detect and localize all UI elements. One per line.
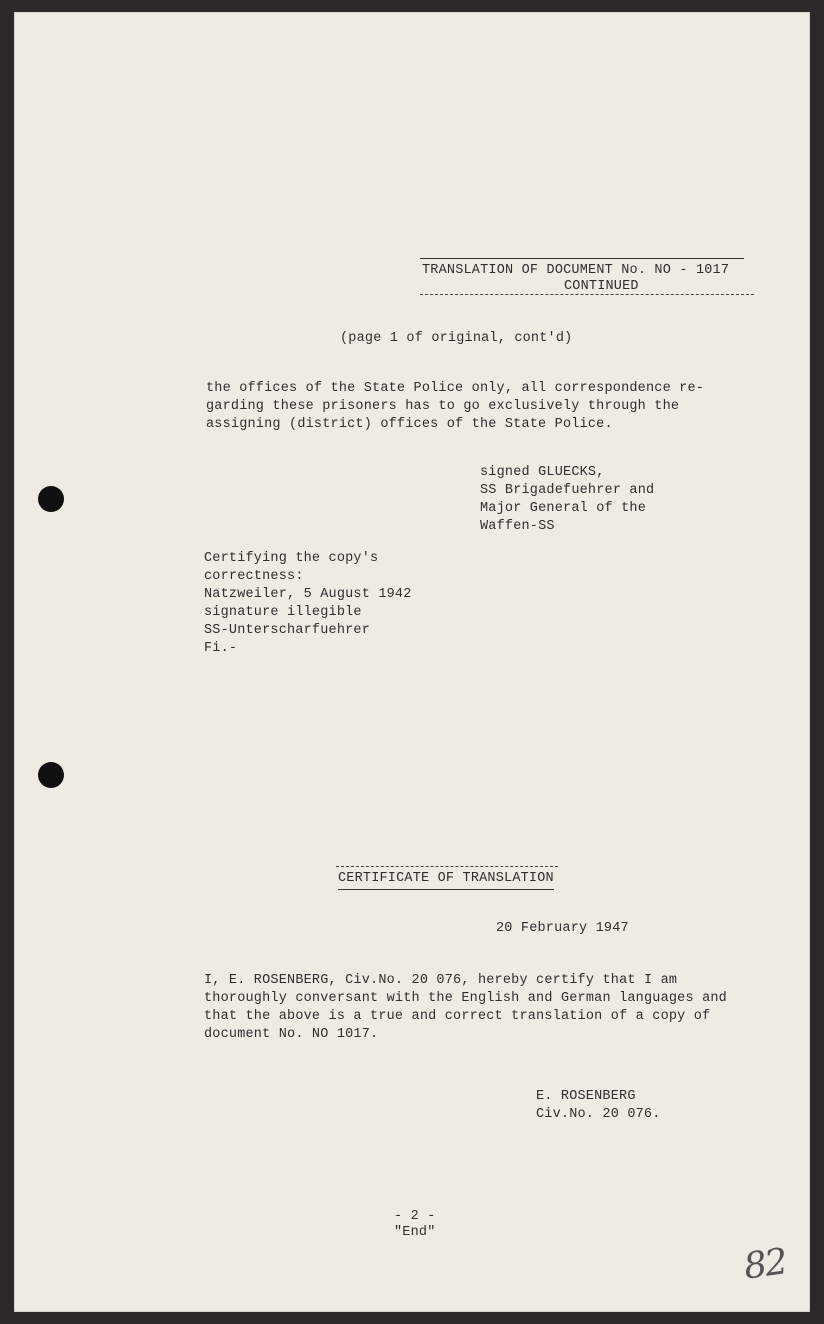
- certifying-line-4: signature illegible: [204, 605, 362, 620]
- certificate-date: 20 February 1947: [496, 921, 629, 936]
- page-note: (page 1 of original, cont'd): [340, 331, 573, 346]
- certifying-line-2: correctness:: [204, 569, 304, 584]
- punch-hole-top: [38, 486, 64, 512]
- signer-name: E. ROSENBERG: [536, 1089, 636, 1104]
- handwritten-page-number: 82: [741, 1241, 789, 1288]
- header-title-line2: CONTINUED: [564, 279, 639, 294]
- signature-line-2: SS Brigadefuehrer and: [480, 483, 655, 498]
- certifying-line-3: Natzweiler, 5 August 1942: [204, 587, 412, 602]
- certificate-line-1: I, E. ROSENBERG, Civ.No. 20 076, hereby certify that I am: [204, 973, 678, 988]
- footer-page-number: - 2 -: [394, 1209, 436, 1224]
- header-top-rule: [420, 258, 744, 259]
- footer-end-mark: "End": [394, 1225, 436, 1240]
- signature-line-1: signed GLUECKS,: [480, 465, 605, 480]
- body-line-3: assigning (district) offices of the State Police.: [206, 417, 613, 432]
- document-sheet: [14, 12, 810, 1312]
- certifying-line-6: Fi.-: [204, 641, 238, 656]
- certificate-line-2: thoroughly conversant with the English and German languages and: [204, 991, 727, 1006]
- certificate-line-3: that the above is a true and correct translation of a copy of: [204, 1009, 711, 1024]
- signature-line-4: Waffen-SS: [480, 519, 555, 534]
- signer-civ-no: Civ.No. 20 076.: [536, 1107, 661, 1122]
- punch-hole-bottom: [38, 762, 64, 788]
- certifying-line-1: Certifying the copy's: [204, 551, 379, 566]
- header-bottom-rule: [420, 294, 754, 295]
- certifying-line-5: SS-Unterscharfuehrer: [204, 623, 371, 638]
- signature-line-3: Major General of the: [480, 501, 647, 516]
- certificate-heading-top-rule: [336, 866, 558, 867]
- certificate-heading: CERTIFICATE OF TRANSLATION: [338, 870, 554, 890]
- body-line-2: garding these prisoners has to go exclusively through the: [206, 399, 680, 414]
- body-line-1: the offices of the State Police only, all correspondence re-: [206, 381, 705, 396]
- certificate-line-4: document No. NO 1017.: [204, 1027, 379, 1042]
- header-title-line1: TRANSLATION OF DOCUMENT No. NO - 1017: [422, 263, 730, 278]
